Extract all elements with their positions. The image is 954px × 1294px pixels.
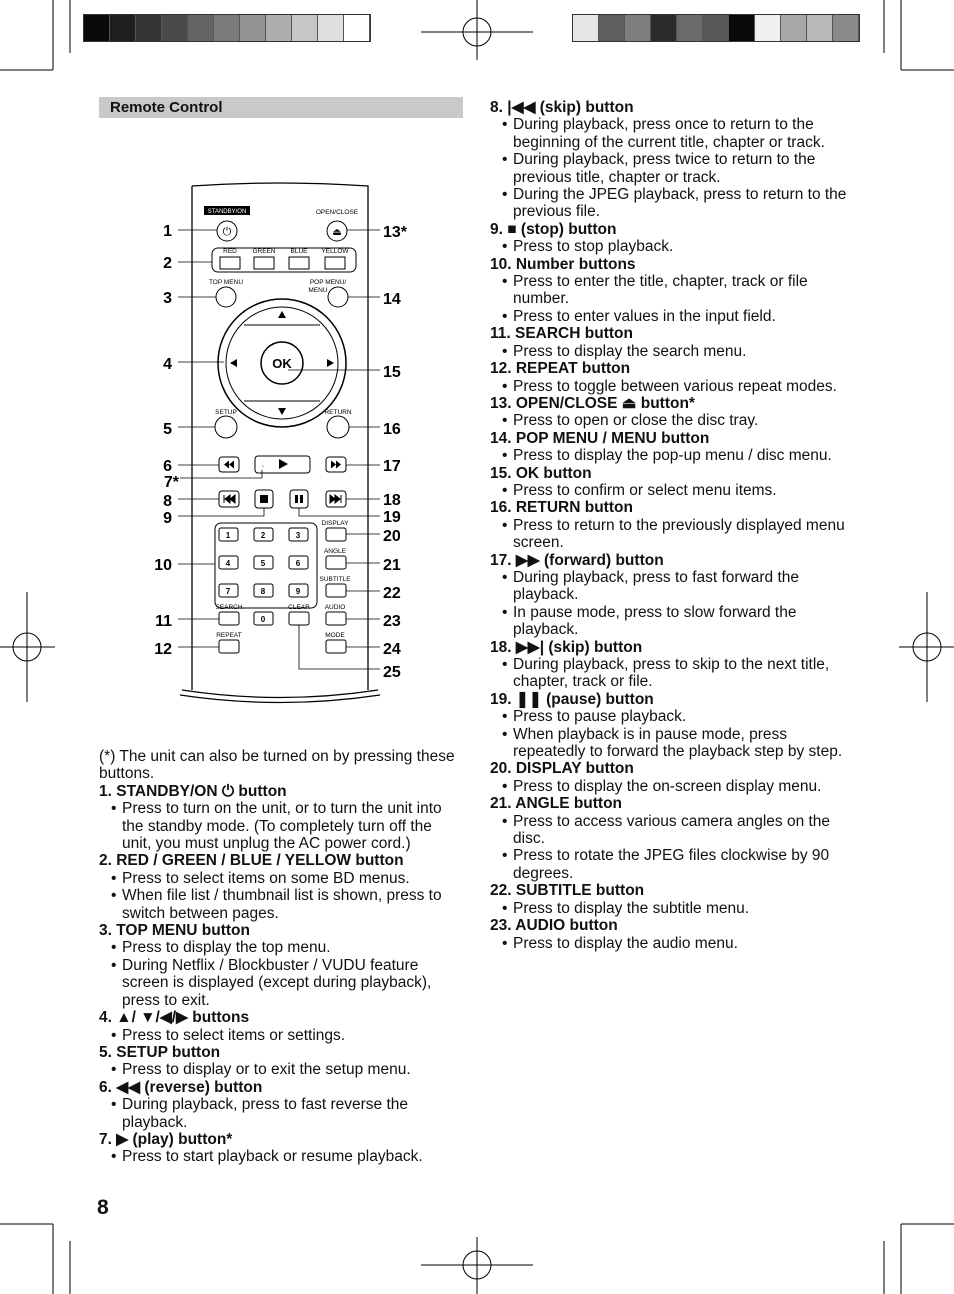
item-title: 23. AUDIO button (490, 917, 618, 935)
red-label: RED (223, 248, 237, 255)
open-close-label: OPEN/CLOSE (315, 209, 359, 216)
key-8: 8 (260, 587, 266, 596)
pause-icon (300, 495, 303, 503)
button-descriptions-left (99, 783, 464, 1166)
callout-3: 3 (163, 290, 172, 307)
section-header (99, 97, 463, 118)
callout-19: 19 (383, 509, 401, 526)
callout-5: 5 (163, 421, 172, 438)
callout-1: 1 (163, 223, 172, 240)
callout-25: 25 (383, 664, 401, 681)
item-bullet: • Press to display the audio menu. (490, 935, 852, 952)
item-title: 2. RED / GREEN / BLUE / YELLOW button (99, 852, 404, 870)
search-label: SEARCH (215, 604, 243, 611)
item-title: 12. REPEAT button (490, 360, 631, 378)
red-button[interactable] (220, 257, 240, 269)
standby-label: STANDBY/ON (207, 209, 247, 215)
item-bullet: • Press to display the search menu. (490, 343, 852, 360)
page-number: 8 (97, 1196, 109, 1219)
item-bullet: • Press to display or to exit the setup menu. (99, 1061, 464, 1078)
item-bullet: • Press to select items or settings. (99, 1027, 464, 1044)
item-title: 8. |◀◀ (skip) button (490, 99, 634, 116)
item-title: 11. SEARCH button (490, 325, 633, 343)
callout-17: 17 (383, 458, 401, 475)
blue-button[interactable] (289, 257, 309, 269)
repeat-label: REPEAT (216, 632, 242, 639)
item-bullet: • Press to return to the previously displayed menu screen. (490, 517, 852, 552)
item-bullet: • Press to rotate the JPEG files clockwise by 90 degrees. (490, 847, 852, 882)
button-descriptions-right (490, 99, 852, 952)
item-bullet: • Press to enter values in the input field. (490, 308, 852, 325)
callout-21: 21 (383, 557, 401, 574)
callout-2: 2 (163, 255, 172, 272)
callout-6: 6 (163, 458, 172, 475)
item-bullet: • Press to access various camera angles on the disc. (490, 813, 852, 848)
callout-4: 4 (163, 356, 172, 373)
item-bullet: • When file list / thumbnail list is shown, press to switch between pages. (99, 887, 464, 922)
item-title: 4. ▲/ ▼/◀/▶ buttons (99, 1009, 250, 1027)
green-label: GREEN (252, 248, 276, 255)
item-bullet: • During playback, press to fast reverse the playback. (99, 1096, 464, 1131)
item-bullet: • Press to display the top menu. (99, 939, 464, 956)
callout-20: 20 (383, 528, 401, 545)
subtitle-label: SUBTITLE (319, 576, 351, 583)
callout-10: 10 (154, 557, 172, 574)
callout-14: 14 (383, 291, 401, 308)
repeat-button[interactable] (219, 640, 239, 653)
item-title: 15. OK button (490, 464, 592, 482)
callout-24: 24 (383, 641, 401, 658)
callout-13: 13* (383, 224, 408, 241)
item-bullet: • Press to turn on the unit, or to turn the unit into the standby mode. (To completely turn off the unit, you must unplug the AC power cord.) (99, 800, 464, 852)
callout-7: 7* (163, 474, 179, 491)
footnote: (*) The unit can also be turned on by pressing these buttons. (99, 748, 455, 783)
yellow-button[interactable] (325, 257, 345, 269)
audio-button[interactable] (326, 612, 346, 625)
key-5: 5 (260, 559, 266, 568)
item-title: 18. ▶▶| (skip) button (490, 638, 643, 656)
item-title: 7. ▶ (play) button* (99, 1130, 233, 1148)
item-bullet: • In pause mode, press to slow forward the playback. (490, 604, 852, 639)
remote-bottom-edge (180, 690, 380, 703)
item-bullet: • Press to toggle between various repeat modes. (490, 378, 852, 395)
blue-label: BLUE (290, 248, 308, 255)
ok-label: OK (272, 356, 292, 371)
item-title: 6. ◀◀ (reverse) button (99, 1078, 263, 1096)
top-menu-button[interactable] (216, 287, 236, 307)
power-icon: ⏻ (222, 226, 232, 238)
item-title: 19. ❚❚ (pause) button (490, 690, 654, 708)
display-label: DISPLAY (321, 520, 349, 527)
callout-16: 16 (383, 421, 401, 438)
callout-15: 15 (383, 364, 401, 381)
key-7: 7 (225, 587, 231, 596)
item-title: 1. STANDBY/ON ⏻ button (99, 782, 287, 800)
menu-label: MENU (308, 287, 328, 294)
play-dot-icon: ◦ (262, 464, 265, 470)
mode-label: MODE (325, 632, 345, 639)
item-bullet: • During playback, press to skip to the next title, chapter, track or file. (490, 656, 852, 691)
key-0: 0 (260, 615, 266, 624)
callout-18: 18 (383, 492, 401, 509)
clear-label: CLEAR (288, 604, 310, 611)
item-bullet: • Press to stop playback. (490, 238, 852, 255)
item-title: 21. ANGLE button (490, 795, 623, 813)
key-9: 9 (295, 587, 301, 596)
item-title: 10. Number buttons (490, 255, 636, 273)
key-6: 6 (295, 559, 301, 568)
setup-label: SETUP (215, 409, 237, 416)
audio-label: AUDIO (324, 604, 346, 611)
item-bullet: • Press to enter the title, chapter, track or file number. (490, 273, 852, 308)
top-menu-label: TOP MENU (208, 279, 244, 286)
item-bullet: • Press to confirm or select menu items. (490, 482, 852, 499)
key-3: 3 (295, 531, 301, 540)
callout-12: 12 (154, 641, 172, 658)
item-title: 13. OPEN/CLOSE ⏏ button* (490, 394, 695, 412)
item-title: 14. POP MENU / MENU button (490, 429, 710, 447)
display-button[interactable] (326, 528, 346, 541)
item-bullet: • Press to select items on some BD menus. (99, 870, 464, 887)
return-button[interactable] (327, 416, 349, 438)
item-bullet: • Press to display the pop-up menu / disc menu. (490, 447, 852, 464)
item-title: 9. ■ (stop) button (490, 220, 617, 238)
item-title: 20. DISPLAY button (490, 760, 634, 778)
angle-button[interactable] (326, 556, 346, 569)
item-bullet: • When playback is in pause mode, press repeatedly to forward the playback step by step. (490, 726, 852, 761)
clear-button[interactable] (289, 612, 309, 625)
item-title: 22. SUBTITLE button (490, 882, 645, 900)
item-bullet: • Press to pause playback. (490, 708, 852, 725)
callout-11: 11 (155, 613, 172, 630)
angle-label: ANGLE (323, 548, 347, 555)
item-bullet: • Press to display the on-screen display menu. (490, 778, 852, 795)
pop-menu-label: POP MENU/ (309, 279, 347, 286)
key-1: 1 (225, 531, 231, 540)
item-title: 5. SETUP button (99, 1043, 221, 1061)
subtitle-button[interactable] (326, 584, 346, 597)
eject-icon: ⏏ (332, 227, 342, 238)
key-2: 2 (260, 531, 266, 540)
stop-icon (260, 495, 268, 503)
item-bullet: • Press to display the subtitle menu. (490, 900, 852, 917)
item-bullet: • Press to start playback or resume playback. (99, 1148, 464, 1165)
callout-9: 9 (163, 510, 172, 527)
pop-menu-button[interactable] (328, 287, 348, 307)
callout-8: 8 (163, 493, 172, 510)
key-4: 4 (225, 559, 231, 568)
remote-illustration (140, 180, 430, 710)
left-column (99, 748, 464, 1166)
pause-button[interactable] (290, 490, 308, 508)
item-bullet: • During the JPEG playback, press to return to the previous file. (490, 186, 852, 221)
mode-button[interactable] (326, 640, 346, 653)
item-bullet: • During playback, press once to return to the beginning of the current title, chapter or track. (490, 116, 852, 151)
section-title: Remote Control (110, 99, 223, 116)
item-bullet: • During Netflix / Blockbuster / VUDU feature screen is displayed (except during playback), press to exit. (99, 957, 464, 1009)
return-label: RETURN (324, 409, 352, 416)
search-button[interactable] (219, 612, 239, 625)
item-title: 16. RETURN button (490, 499, 633, 517)
callout-23: 23 (383, 613, 401, 630)
item-title: 3. TOP MENU button (99, 922, 250, 940)
item-bullet: • During playback, press to fast forward the playback. (490, 569, 852, 604)
item-bullet: • Press to open or close the disc tray. (490, 412, 852, 429)
green-button[interactable] (254, 257, 274, 269)
item-bullet: • During playback, press twice to return to the previous title, chapter or track. (490, 151, 852, 186)
yellow-label: YELLOW (321, 248, 349, 255)
setup-button[interactable] (215, 416, 237, 438)
leader-lines (178, 230, 380, 669)
right-column (490, 99, 852, 952)
item-title: 17. ▶▶ (forward) button (490, 551, 664, 569)
callout-22: 22 (383, 585, 401, 602)
